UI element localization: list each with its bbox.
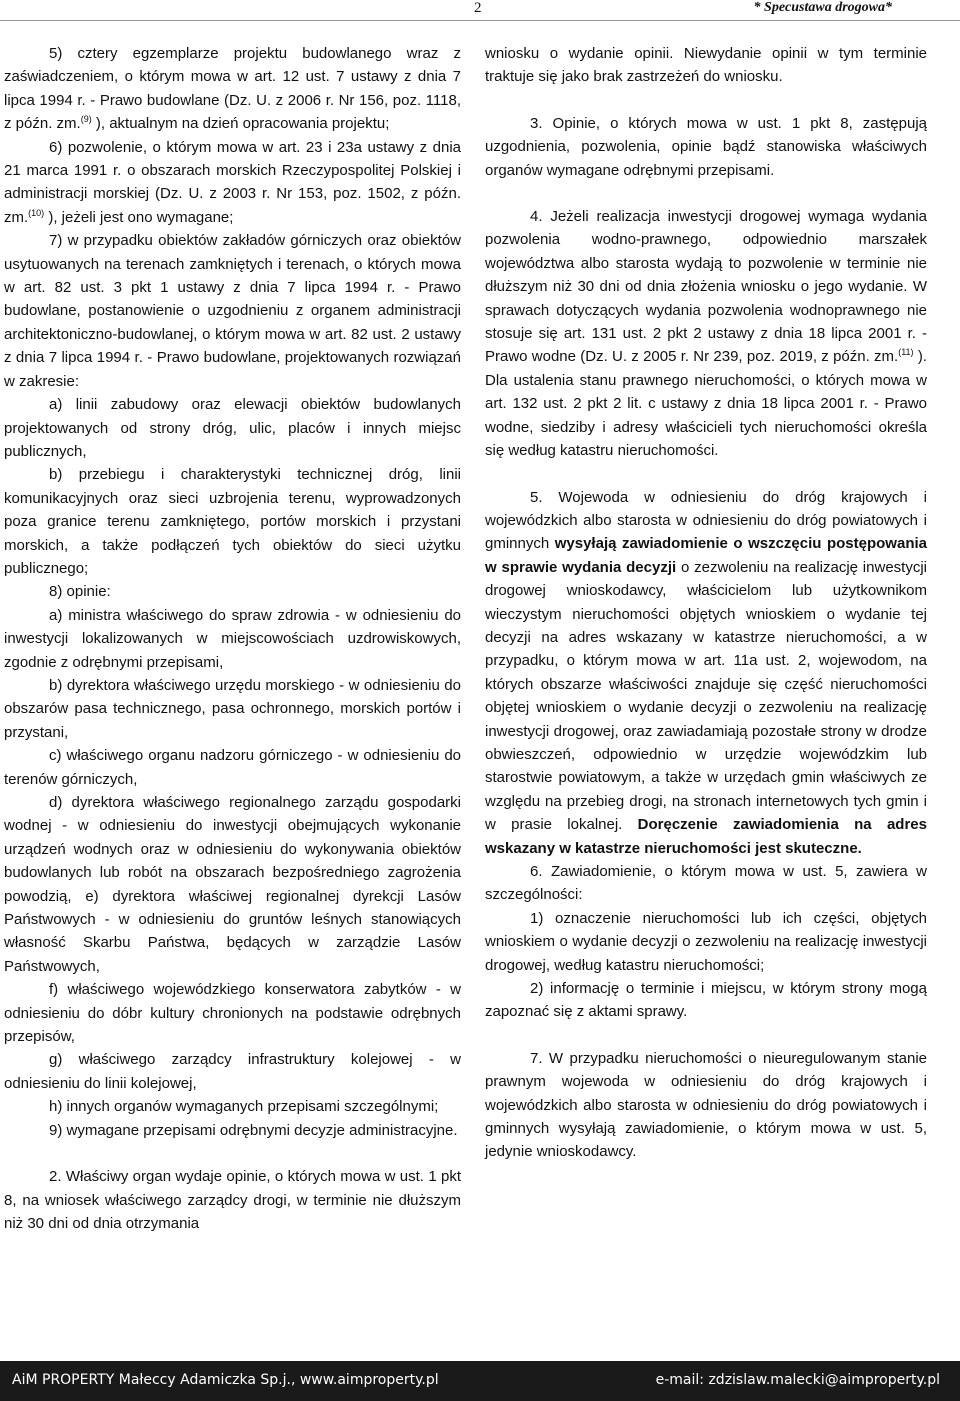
paragraph: 7) w przypadku obiektów zakładów górniczych oraz obiektów usytuowanych na terenach zamkniętych i terenach, o których mowa w art. 82 ust. 3 pkt 1 ustawy z dnia 7 lipca 1994 r. - Prawo budowlane, postanowienie o uzgodnieniu z organem administracji architektoniczno-budowlanej, o którym mowa w art. 82 ust. 2 ustawy z dnia 7 lipca 1994 r. - Prawo budowlane, projektowanych rozwiązań w zakresie: [4,232,461,390]
footer-company: AiM PROPERTY Małeccy Adamiczka Sp.j., www.aimproperty.pl [12,1372,439,1388]
paragraph: f) właściwego wojewódzkiego konserwatora zabytków - w odniesieniu do dóbr kultury chronionych na podstawie odrębnych przepisów, [4,981,461,1046]
paragraph: 5) cztery egzemplarze projektu budowlanego wraz z zaświadczeniem, o którym mowa w art. 12 ust. 7 ustawy z dnia 7 lipca 1994 r. - Prawo budowlane (Dz. U. z 2006 r. Nr 156, poz. 1118, z późn. zm.$^{(9)}$ ), aktualnym na dzień opracowania projektu; [4,45,461,133]
document-title: * Specustawa drogowa* [753,0,892,15]
right-column [485,42,927,1164]
paragraph: 6) pozwolenie, o którym mowa w art. 23 i 23a ustawy z dnia 21 marca 1991 r. o obszarach morskich Rzeczypospolitej Polskiej i administracji morskiej (Dz. U. z 2003 r. Nr 153, poz. 1502, z późn. zm.$^{(10)}$ ), jeżeli jest ono wymagane; [4,138,461,226]
page-header [0,0,960,24]
footer-email: e-mail: zdzislaw.malecki@aimproperty.pl [655,1372,940,1388]
left-column [4,42,461,1235]
paragraph: 5. Wojewoda w odniesieniu do dróg krajowych i wojewódzkich albo starosta w odniesieniu do dróg powiatowych i gminnych wysyłają zawiadomienie o wszczęciu postępowania w sprawie wydania decyzji o zezwoleniu na realizację inwestycji drogowej wnioskodawcy, właścicielom lub użytkownikom wieczystym nieruchomości objętych wnioskiem o wydanie tej decyzji na adres wskazany w katastrze nieruchomości, a w przypadku, o którym mowa w art. 11a ust. 2, wojewodom, na których obszarze właściwości znajduje się część nieruchomości objętej wnioskiem o wydanie decyzji o zezwoleniu na realizację inwestycji drogowej, oraz zawiadamiają pozostałe strony w drodze obwieszczeń, odpowiednio w urzędzie wojewódzkim lub starostwie powiatowym, a także w urzędach gmin właściwych ze względu na przebieg drogi, na stronach internetowych tych gmin i w prasie lokalnej. Doręczenie zawiadomienia na adres wskazany w katastrze nieruchomości jest skuteczne. [485,488,927,857]
paragraph: g) właściwego zarządcy infrastruktury kolejowej - w odniesieniu do linii kolejowej, [4,1051,461,1092]
paragraph: wniosku o wydanie opinii. Niewydanie opinii w tym terminie traktuje się jako brak zastrzeżeń do wniosku. [485,45,927,86]
paragraph: b) dyrektora właściwego urzędu morskiego - w odniesieniu do obszarów pasa technicznego, pasa ochronnego, morskich portów i przystani, [4,676,461,741]
paragraph: b) przebiegu i charakterystyki technicznej dróg, linii komunikacyjnych oraz sieci uzbrojenia terenu, wyprowadzonych poza granice terenu zamkniętego, portów morskich i przystani morskich, a także podłączeń tych obiektów do sieci użytku publicznego; [4,466,461,577]
paragraph: 4. Jeżeli realizacja inwestycji drogowej wymaga wydania pozwolenia wodno-prawnego, odpowiednio marszałek województwa albo starosta wydają to pozwolenie w terminie nie dłuższym niż 30 dni od dnia złożenia wniosku o jego wydanie. W sprawach dotyczących wydania pozwolenia wodnoprawnego nie stosuje się art. 131 ust. 2 pkt 2 ustawy z dnia 18 lipca 2001 r. - Prawo wodne (Dz. U. z 2005 r. Nr 239, poz. 2019, z późn. zm.$^{(11)}$ ). Dla ustalenia stanu prawnego nieruchomości, o których mowa w art. 132 ust. 2 pkt 2 lit. c ustawy z dnia 18 lipca 2001 r. - Prawo wodne, siedziby i adresy właścicieli tych nieruchomości określa się według katastru nieruchomości. [485,208,927,460]
paragraph: a) linii zabudowy oraz elewacji obiektów budowlanych projektowanych od strony dróg, ulic, placów i innych miejsc publicznych, [4,396,461,460]
paragraph: a) ministra właściwego do spraw zdrowia - w odniesieniu do inwestycji lokalizowanych w miejscowościach uzdrowiskowych, zgodnie z odrębnymi przepisami, [4,606,461,671]
page-footer [0,1361,960,1401]
paragraph: c) właściwego organu nadzoru górniczego - w odniesieniu do terenów górniczych, [4,747,461,788]
paragraph: 2) informację o terminie i miejscu, w którym strony mogą zapoznać się z aktami sprawy. [485,980,927,1021]
paragraph: 7. W przypadku nieruchomości o nieuregulowanym stanie prawnym wojewoda w odniesieniu do dróg krajowych i wojewódzkich albo starosta w odniesieniu do dróg powiatowych i gminnych wysyłają zawiadomienie, o którym mowa w ust. 5, jedynie wnioskodawcy. [485,1049,927,1161]
paragraph: h) innych organów wymaganych przepisami szczególnymi; [49,1098,439,1116]
paragraph: 1) oznaczenie nieruchomości lub ich części, objętych wnioskiem o wydanie decyzji o zezwoleniu na realizację inwestycji drogowej, według katastru nieruchomości; [485,909,927,974]
paragraph: 8) opinie: [49,583,111,601]
paragraph: 3. Opinie, o których mowa w ust. 1 pkt 8, zastępują uzgodnienia, pozwolenia, opinie bądź stanowiska właściwych organów wymagane odrębnymi przepisami. [485,114,927,179]
paragraph: 2. Właściwy organ wydaje opinie, o których mowa w ust. 1 pkt 8, na wniosek właściwego zarządcy drogi, w terminie nie dłuższym niż 30 dni od dnia otrzymania [4,1168,461,1232]
paragraph: d) dyrektora właściwego regionalnego zarządu gospodarki wodnej - w odniesieniu do inwestycji obejmujących wykonanie urządzeń wodnych oraz w odniesieniu do wykonywania obiektów budowlanych lub robót na obszarach bezpośredniego zagrożenia powodzią, e) dyrektora właściwej regionalnej dyrekcji Lasów Państwowych - w odniesieniu do gruntów leśnych stanowiących własność Skarbu Państwa, będących w zarządzie Lasów Państwowych, [4,794,461,975]
paragraph: 9) wymagane przepisami odrębnymi decyzje administracyjne. [49,1121,458,1139]
paragraph: 6. Zawiadomienie, o którym mowa w ust. 5, zawiera w szczególności: [485,863,927,904]
page-number: 2 [474,0,482,16]
header-divider [0,20,960,21]
